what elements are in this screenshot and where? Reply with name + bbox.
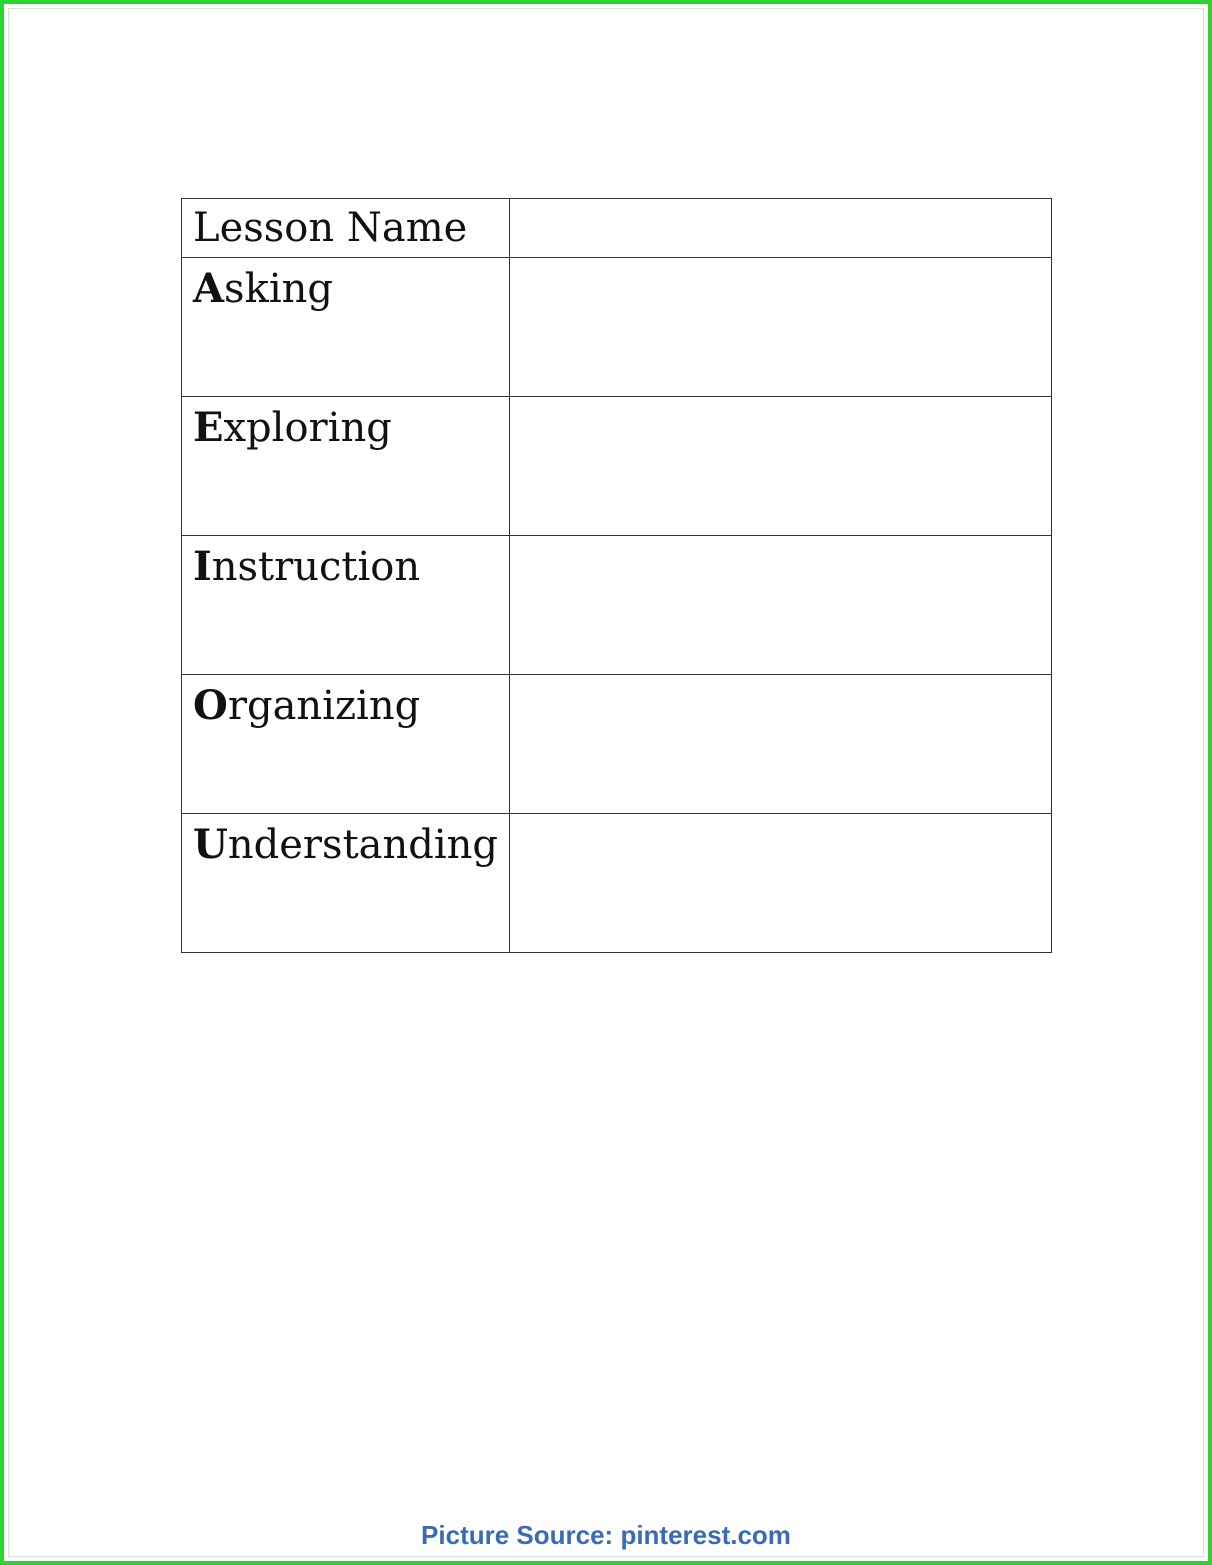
instruction-label-cell bbox=[182, 536, 510, 675]
table-row bbox=[182, 258, 1052, 397]
exploring-label bbox=[193, 397, 509, 455]
asking-value-cell[interactable] bbox=[510, 258, 1052, 397]
exploring-rest: xploring bbox=[223, 405, 392, 451]
understanding-rest: nderstanding bbox=[227, 822, 499, 868]
instruction-value-cell[interactable] bbox=[510, 536, 1052, 675]
asking-label bbox=[193, 258, 509, 316]
lesson-name-row bbox=[182, 199, 1052, 258]
organizing-label bbox=[193, 675, 509, 733]
exploring-initial: E bbox=[193, 404, 224, 451]
exploring-value-cell[interactable] bbox=[510, 397, 1052, 536]
lesson-name-label: Lesson Name bbox=[193, 205, 468, 251]
table-row bbox=[182, 814, 1052, 953]
instruction-label bbox=[193, 536, 509, 594]
organizing-value-cell[interactable] bbox=[510, 675, 1052, 814]
instruction-initial: I bbox=[193, 543, 212, 590]
lesson-table bbox=[181, 198, 1052, 953]
asking-rest: sking bbox=[224, 266, 333, 312]
instruction-rest: nstruction bbox=[211, 544, 421, 590]
understanding-label-cell bbox=[182, 814, 510, 953]
asking-initial: A bbox=[193, 265, 225, 312]
understanding-label bbox=[193, 814, 509, 872]
exploring-label-cell bbox=[182, 397, 510, 536]
table-row bbox=[182, 675, 1052, 814]
table-row bbox=[182, 397, 1052, 536]
picture-source-caption: Picture Source: pinterest.com bbox=[421, 1520, 791, 1550]
lesson-name-label-cell bbox=[182, 199, 510, 258]
organizing-label-cell bbox=[182, 675, 510, 814]
organizing-rest: rganizing bbox=[227, 683, 421, 729]
table-row bbox=[182, 536, 1052, 675]
understanding-initial: U bbox=[193, 821, 228, 868]
asking-label-cell bbox=[182, 258, 510, 397]
lesson-name-value-cell[interactable] bbox=[510, 199, 1052, 258]
understanding-value-cell[interactable] bbox=[510, 814, 1052, 953]
organizing-initial: O bbox=[193, 682, 228, 729]
